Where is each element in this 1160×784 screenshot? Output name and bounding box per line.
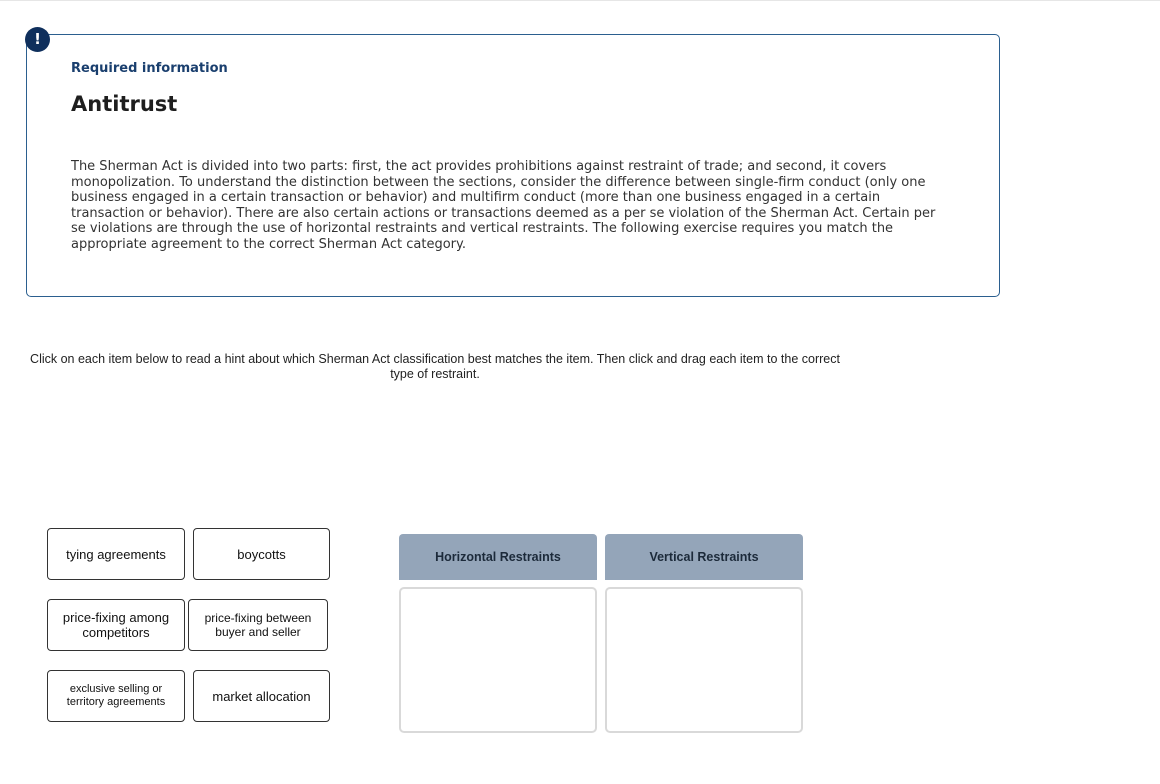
horizontal-restraints-drop-zone[interactable] — [399, 587, 597, 733]
top-divider — [0, 0, 1160, 1]
vertical-restraints-header: Vertical Restraints — [605, 534, 803, 580]
page-title: Antitrust — [71, 92, 178, 116]
instructions-text: Click on each item below to read a hint about which Sherman Act classification best matches the item. Then click and drag each item to the correct type of restraint. — [30, 352, 840, 381]
drag-item-price-fixing-among-competitors[interactable]: price-fixing among competitors — [47, 599, 185, 651]
drag-item-tying-agreements[interactable]: tying agreements — [47, 528, 185, 580]
horizontal-restraints-header: Horizontal Restraints — [399, 534, 597, 580]
vertical-restraints-drop-zone[interactable] — [605, 587, 803, 733]
drag-item-market-allocation[interactable]: market allocation — [193, 670, 330, 722]
drag-item-price-fixing-between-buyer-and-seller[interactable]: price-fixing between buyer and seller — [188, 599, 328, 651]
required-information-label: Required information — [71, 61, 228, 76]
info-paragraph: The Sherman Act is divided into two parts: first, the act provides prohibitions against restraint of trade; and second, it covers monopolization. To understand the distinction between the sections, consider the difference between single-firm conduct (only one business engaged in a certain transaction or behavior) and multifirm conduct (more than one business engaged in a certain transaction or behavior). There are also certain actions or transactions deemed as a per se violation of the Sherman Act. Certain per se violations are through the use of horizontal restraints and vertical restraints. The following exercise requires you match the appropriate agreement to the correct Sherman Act category. — [71, 159, 936, 252]
drag-item-boycotts[interactable]: boycotts — [193, 528, 330, 580]
alert-icon: ! — [25, 27, 50, 52]
drag-item-exclusive-selling-or-territory-agreements[interactable]: exclusive selling or territory agreements — [47, 670, 185, 722]
